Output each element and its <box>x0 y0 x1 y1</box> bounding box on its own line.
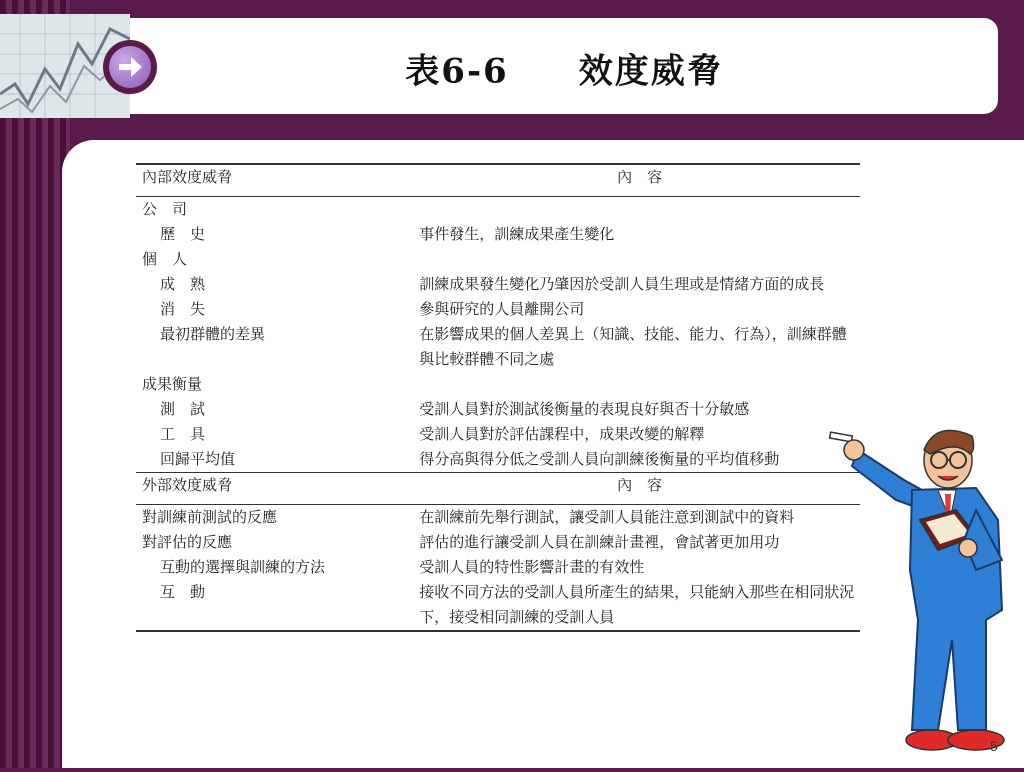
row-content <box>419 197 860 223</box>
table-row <box>136 372 860 397</box>
row-label: 互 動 <box>136 580 419 631</box>
table-row <box>136 197 860 223</box>
table-row <box>136 247 860 272</box>
table-row <box>136 422 860 447</box>
top-bar <box>0 0 1024 14</box>
row-content: 受訓人員對於測試後衡量的表現良好與否十分敏感 <box>419 400 750 418</box>
table-row <box>136 555 860 580</box>
row-label: 工 具 <box>160 425 206 443</box>
row-label: 對評估的反應 <box>142 533 233 551</box>
table-row <box>136 322 860 372</box>
row-content: 事件發生，訓練成果產生變化 <box>419 225 615 243</box>
row-label: 測 試 <box>160 400 206 418</box>
validity-threats-table <box>136 163 860 632</box>
table-row <box>136 505 860 531</box>
row-content: 評估的進行讓受訓人員在訓練計畫裡，會試著更加用功 <box>419 533 780 551</box>
row-content: 在影響成果的個人差異上（知識、技能、能力、行為），訓練群體與比較群體不同之處 <box>419 325 847 368</box>
row-content: 受訓人員的特性影響計畫的有效性 <box>419 558 645 576</box>
row-content <box>419 372 860 397</box>
row-content: 訓練成果發生變化乃肇因於受訓人員生理或是情緒方面的成長 <box>419 275 825 293</box>
row-content <box>419 247 860 272</box>
row-content: 得分高與得分低之受訓人員向訓練後衡量的平均值移動 <box>419 450 780 468</box>
table-row <box>136 530 860 555</box>
row-label: 消 失 <box>160 300 206 318</box>
row-label: 對訓練前測試的反應 <box>142 508 278 526</box>
table-row <box>136 272 860 297</box>
table-row <box>136 222 860 247</box>
header-internal-right: 內 容 <box>419 164 860 197</box>
table-header-external <box>136 473 860 505</box>
row-label: 成 熟 <box>160 275 206 293</box>
arrow-right-icon <box>109 46 151 88</box>
title-table-number: 表6-6 <box>405 51 509 92</box>
row-label: 成果衡量 <box>142 375 203 393</box>
slide-title <box>130 44 998 93</box>
row-label: 回歸平均值 <box>160 450 236 468</box>
table-header-internal <box>136 164 860 197</box>
row-label: 個 人 <box>142 250 188 268</box>
row-content: 在訓練前先舉行測試，讓受訓人員能注意到測試中的資料 <box>419 508 795 526</box>
row-label: 互動的選擇與訓練的方法 <box>160 558 326 576</box>
page-number: 5 <box>990 738 998 754</box>
header-external-left: 外部效度威脅 <box>136 473 419 505</box>
table-row <box>136 297 860 322</box>
row-label: 公 司 <box>142 200 188 218</box>
row-content: 接收不同方法的受訓人員所產生的結果，只能納入那些在相同狀況下，接受相同訓練的受訓人員 <box>419 580 860 631</box>
row-content: 受訓人員對於評估課程中，成果改變的解釋 <box>419 425 705 443</box>
row-label: 最初群體的差異 <box>160 325 266 343</box>
teacher-illustration <box>826 410 1024 768</box>
title-bar <box>130 18 998 114</box>
title-text: 效度威脅 <box>578 51 723 92</box>
table-row <box>136 447 860 473</box>
table-row <box>136 580 860 631</box>
header-internal-left: 內部效度威脅 <box>136 164 419 197</box>
row-label: 歷 史 <box>160 225 206 243</box>
header-external-right: 內 容 <box>419 473 860 505</box>
row-content: 參與研究的人員離開公司 <box>419 300 585 318</box>
next-arrow-button[interactable] <box>103 40 157 94</box>
table-row <box>136 397 860 422</box>
